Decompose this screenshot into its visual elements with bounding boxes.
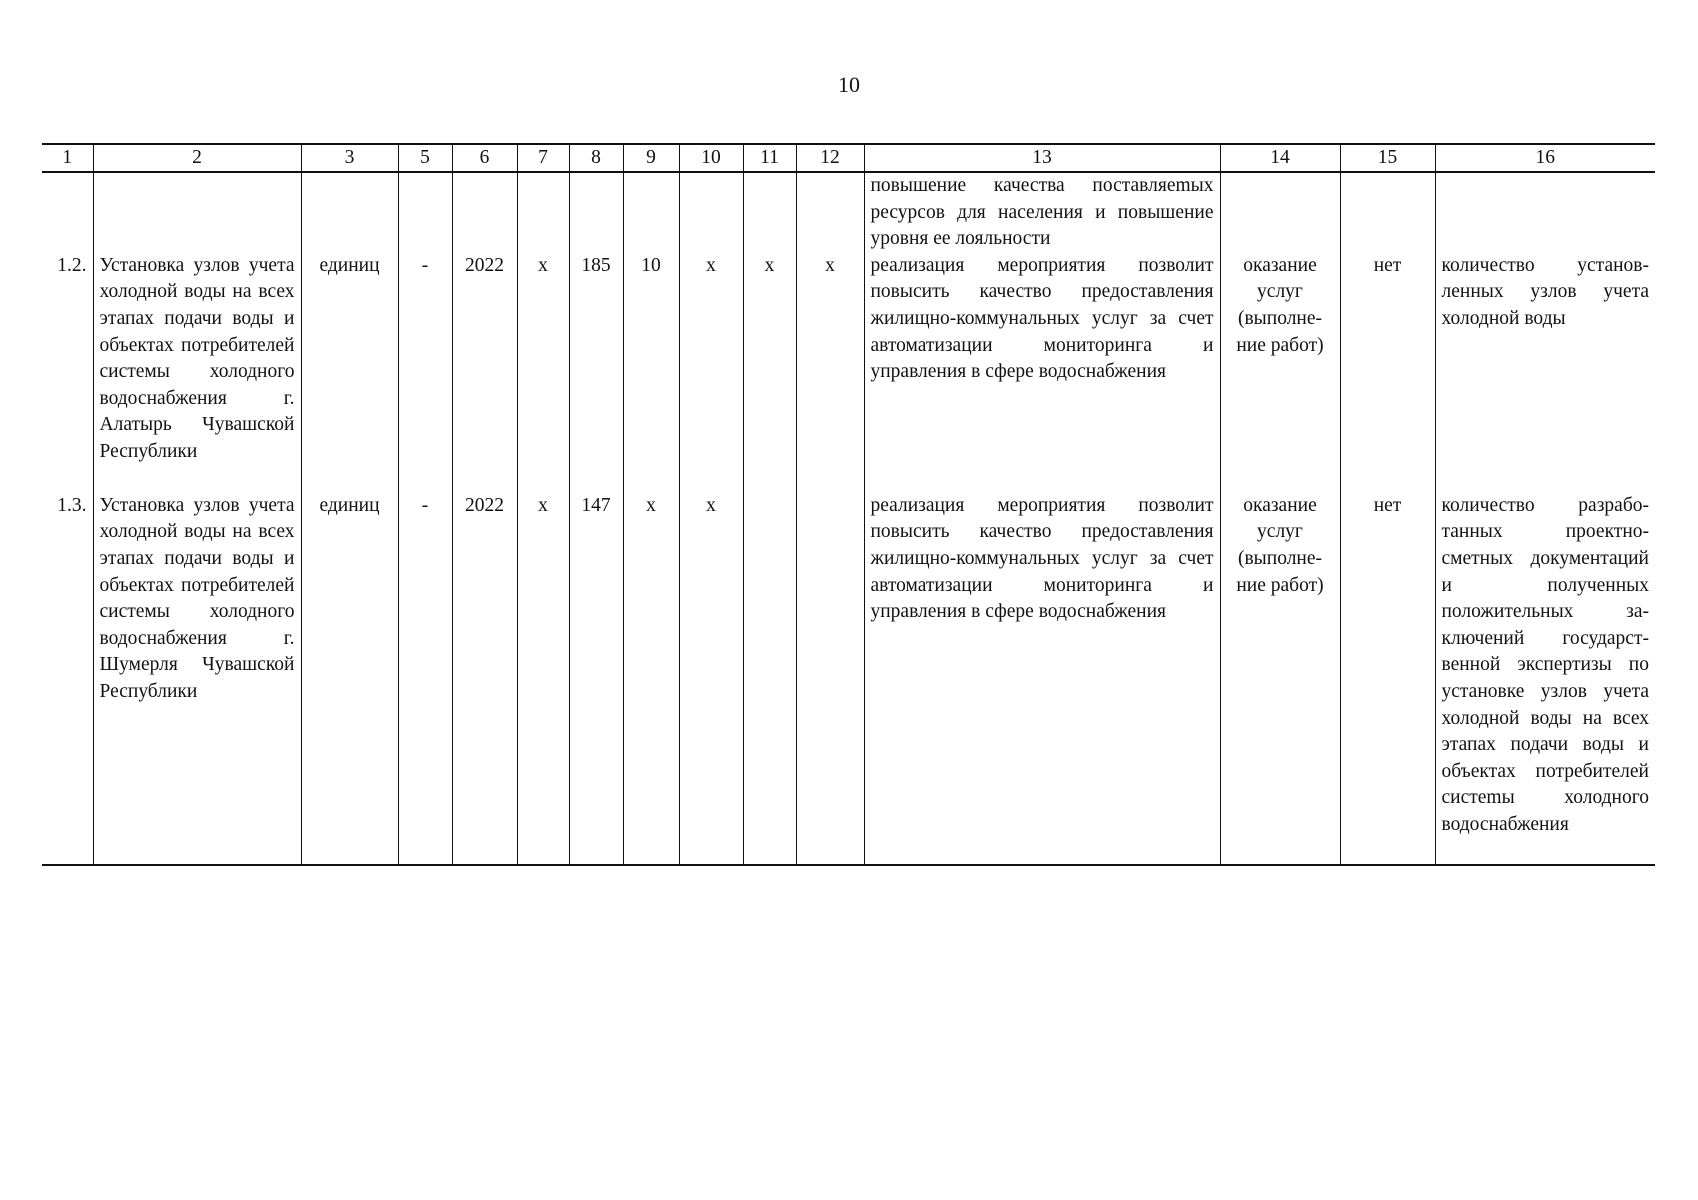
col7-cell [517,172,569,253]
activities-table [42,143,1655,866]
column-header: 11 [743,144,796,172]
row-number: 1.2. [42,253,93,493]
col5-cell: - [398,493,452,865]
indicator-cell: количество установленных узлов учета холодной воды [1435,253,1655,493]
col15-cell: нет [1340,493,1435,865]
type-cell [1220,172,1340,253]
col10-cell [679,172,743,253]
activity-name: Установка узлов учета холодной воды на всех этапах подачи воды и объектах потребителей системы холодного водоснабжения г. Алатырь Чувашской Республики [93,253,301,493]
col10-cell: х [679,493,743,865]
column-header: 14 [1220,144,1340,172]
col5-cell [398,172,452,253]
col15-cell: нет [1340,253,1435,493]
col7-cell: х [517,493,569,865]
description-cell: реализация мероприятия позволит повысить качество предоставления жилищно-коммунальных услуг за счет автоматизации мониторинга и управления в сфере водоснабжения [864,253,1220,493]
col11-cell: х [743,253,796,493]
column-header: 3 [301,144,398,172]
page-number: 10 [838,72,860,97]
year-cell [452,172,517,253]
col11-cell [743,493,796,865]
unit-cell: единиц [301,493,398,865]
col11-cell [743,172,796,253]
column-header: 6 [452,144,517,172]
col8-cell [569,172,623,253]
row-number: 1.3. [42,493,93,865]
activity-name [93,172,301,253]
unit-cell [301,172,398,253]
column-header: 15 [1340,144,1435,172]
col7-cell: х [517,253,569,493]
row-number [42,172,93,253]
col12-cell: х [796,253,864,493]
col9-cell [623,172,679,253]
column-header: 2 [93,144,301,172]
col9-cell: 10 [623,253,679,493]
column-header: 5 [398,144,452,172]
col9-cell: х [623,493,679,865]
col8-cell: 147 [569,493,623,865]
col12-cell [796,172,864,253]
column-header: 9 [623,144,679,172]
type-cell: оказание услуг (выполнение работ) [1220,253,1340,493]
column-header: 7 [517,144,569,172]
type-cell: оказание услуг (выполнение работ) [1220,493,1340,865]
col12-cell [796,493,864,865]
table-header-row [42,144,1655,172]
year-cell: 2022 [452,253,517,493]
column-header: 10 [679,144,743,172]
description-cell: повышение качества поставляеmых ресурсов для населения и повышение уровня ее лояльности [864,172,1220,253]
activity-name: Установка узлов учета холодной воды на всех этапах подачи воды и объектах потребителей системы холодного водоснабжения г. Шумерля Чувашской Республики [93,493,301,865]
table-row [42,253,1655,493]
column-header: 13 [864,144,1220,172]
col5-cell: - [398,253,452,493]
column-header: 12 [796,144,864,172]
column-header: 8 [569,144,623,172]
col15-cell [1340,172,1435,253]
indicator-cell [1435,172,1655,253]
unit-cell: единиц [301,253,398,493]
column-header: 16 [1435,144,1655,172]
col8-cell: 185 [569,253,623,493]
col10-cell: х [679,253,743,493]
column-header: 1 [42,144,93,172]
table-row [42,172,1655,253]
description-cell: реализация мероприятия позволит повысить качество предоставления жилищно-коммунальных услуг за счет автоматизации мониторинга и управления в сфере водоснабжения [864,493,1220,865]
table-row [42,493,1655,865]
indicator-cell: количество разработанных проектно-сметных документаций и полученных положительных заключений государственной экспертизы по установке узлов учета холодной воды на всех этапах подачи воды и объектах потребителей систеmы холодного водоснабжения [1435,493,1655,865]
year-cell: 2022 [452,493,517,865]
